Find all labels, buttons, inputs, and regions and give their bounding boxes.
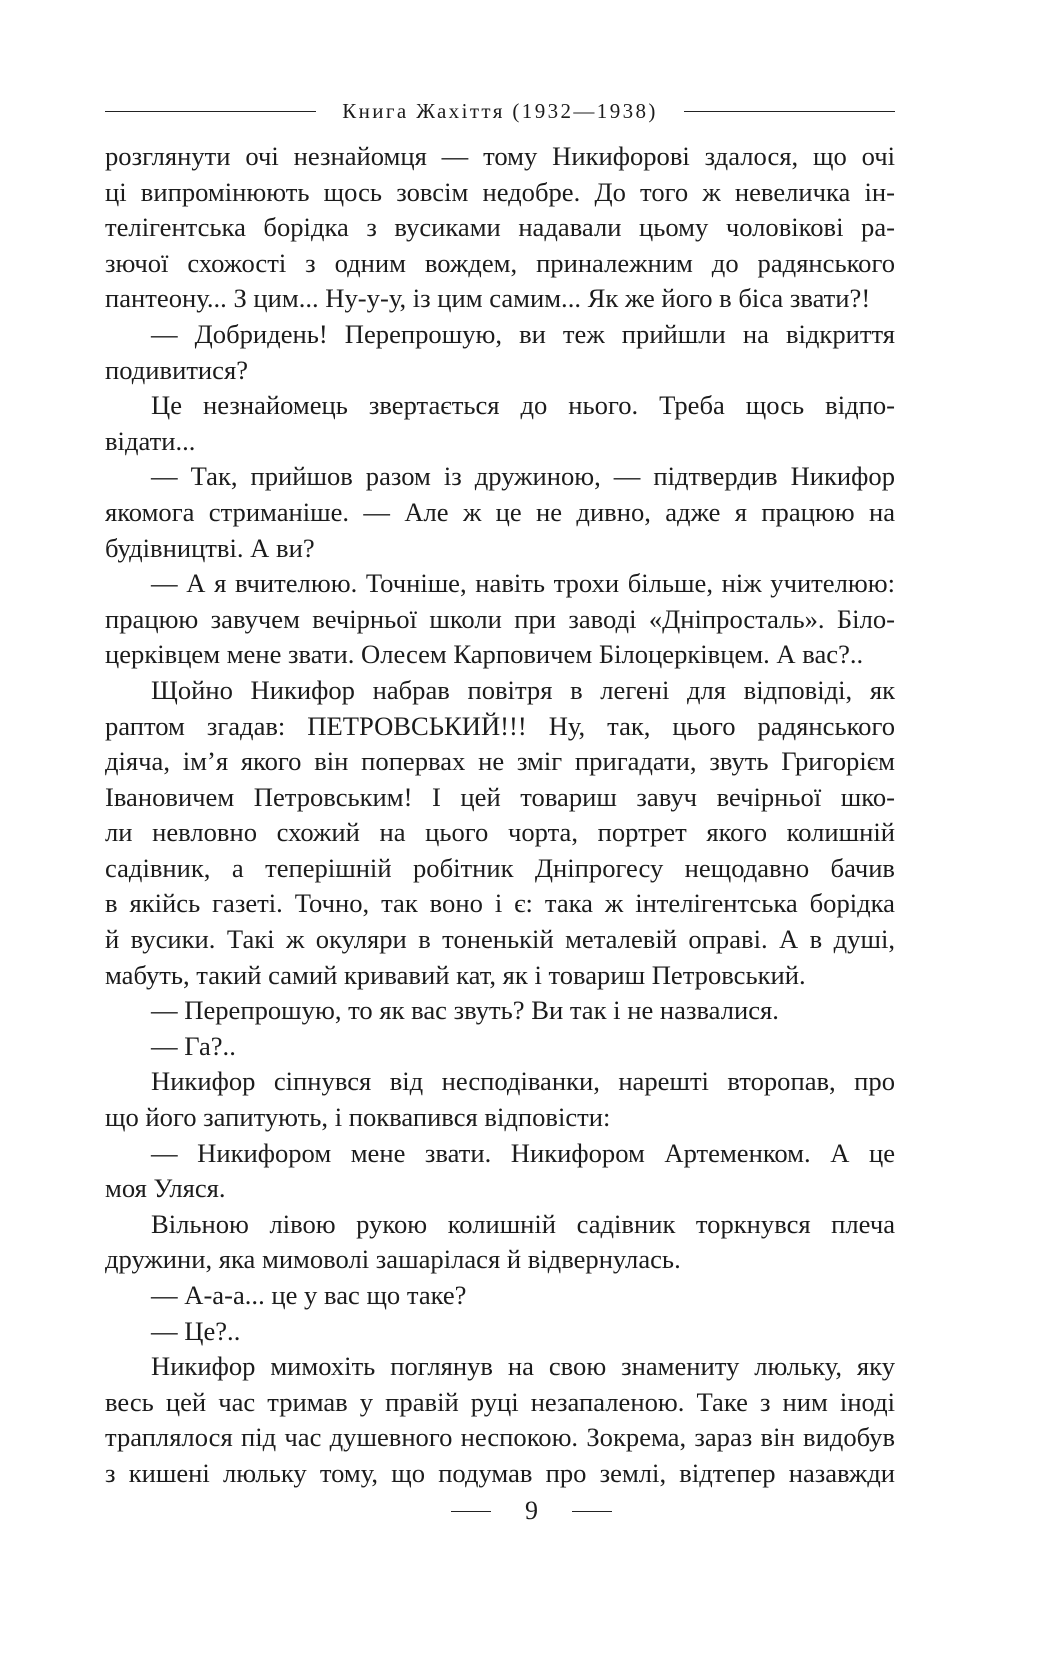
text-line: якомога стриманіше. — Але ж це не дивно, адже я працюю на <box>105 496 895 527</box>
text-line: — Га?.. <box>151 1030 236 1061</box>
text-line: відати... <box>105 425 196 456</box>
text-line: й вусики. Такі ж окуляри в тоненькій металевій оправі. А в душі, <box>105 924 895 955</box>
text-line: телігентська борідка з вусиками надавали цьому чоловікові ра- <box>105 212 895 243</box>
running-title: Книга Жахіття (1932—1938) <box>342 98 658 123</box>
text-line: Никифор мимохіть поглянув на свою знамениту люльку, яку <box>151 1351 895 1382</box>
text-line: — А я вчителюю. Точніше, навіть трохи більше, ніж учителюю: <box>151 568 895 599</box>
text-line: — Так, прийшов разом із дружиною, — підтвердив Никифор <box>151 461 895 492</box>
header-rule-left <box>105 111 316 112</box>
body-text <box>105 139 895 1492</box>
text-line: розглянути очі незнайомця — тому Никифорові здалося, що очі <box>105 141 895 171</box>
text-line: мабуть, такий самий кривавий кат, як і товариш Петровський. <box>105 959 806 990</box>
text-line: пантеону... З цим... Ну-у-у, із цим самим... Як же його в біса звати?! <box>105 283 871 314</box>
text-line: церківцем мене звати. Олесем Карповичем Білоцерківцем. А вас?.. <box>105 639 864 670</box>
text-line: — Перепрошую, то як вас звуть? Ви так і не назвалися. <box>151 995 779 1026</box>
text-line: Вільною лівою рукою колишній садівник торкнувся плеча <box>151 1208 895 1239</box>
header-rule-right <box>684 111 895 112</box>
text-line: — Це?.. <box>151 1315 241 1346</box>
text-line: з кишені люльку тому, що подумав про землі, відтепер назавжди <box>105 1457 895 1488</box>
footer-dash-left <box>451 1511 491 1512</box>
text-line: садівник, а теперішній робітник Дніпрогесу нещодавно бачив <box>105 852 895 883</box>
text-line: весь цей час тримав у правій руці незапаленою. Таке з ним іноді <box>105 1386 895 1417</box>
text-line: будівництві. А ви? <box>105 532 315 563</box>
text-line: моя Уляся. <box>105 1173 226 1204</box>
page-footer <box>0 1493 1063 1529</box>
text-line: дружини, яка мимоволі зашарілася й відвернулась. <box>105 1244 681 1275</box>
text-line: раптом згадав: ПЕТРОВСЬКИЙ!!! Ну, так, цього радянського <box>105 710 895 741</box>
text-line: Івановичем Петровським! І цей товариш завуч вечірньої шко- <box>105 781 895 812</box>
text-line: ці випромінюють щось зовсім недобре. До того ж невеличка ін- <box>105 176 895 207</box>
running-header <box>105 95 895 127</box>
text-line: подивитися? <box>105 354 249 385</box>
text-line: що його запитують, і поквапився відповісти: <box>105 1102 611 1133</box>
text-line: траплялося під час душевного неспокою. Зокрема, зараз він видобув <box>105 1422 895 1453</box>
text-line: діяча, ім’я якого він попервах не зміг пригадати, звуть Григорієм <box>105 746 895 777</box>
text-line: Це незнайомець звертається до нього. Треба щось відпо- <box>151 390 895 421</box>
page-number: 9 <box>525 1496 538 1525</box>
text-line: — Никифором мене звати. Никифором Артеменком. А це <box>151 1137 895 1168</box>
text-line: ли невловно схожий на цього чорта, портрет якого колишній <box>105 817 895 848</box>
text-line: — Добридень! Перепрошую, ви теж прийшли на відкриття <box>151 318 895 349</box>
text-line: працюю завучем вечірньої школи при заводі «Дніпросталь». Біло- <box>105 603 895 634</box>
text-line: — А-а-а... це у вас що таке? <box>151 1280 467 1310</box>
footer-dash-right <box>572 1511 612 1512</box>
text-line: Щойно Никифор набрав повітря в легені для відповіді, як <box>151 674 895 705</box>
text-line: в якійсь газеті. Точно, так воно і є: така ж інтелігентська борідка <box>105 888 895 919</box>
text-line: Никифор сіпнувся від несподіванки, нарешті второпав, про <box>151 1066 895 1097</box>
text-line: зючої схожості з одним вождем, приналежним до радянського <box>105 247 895 278</box>
